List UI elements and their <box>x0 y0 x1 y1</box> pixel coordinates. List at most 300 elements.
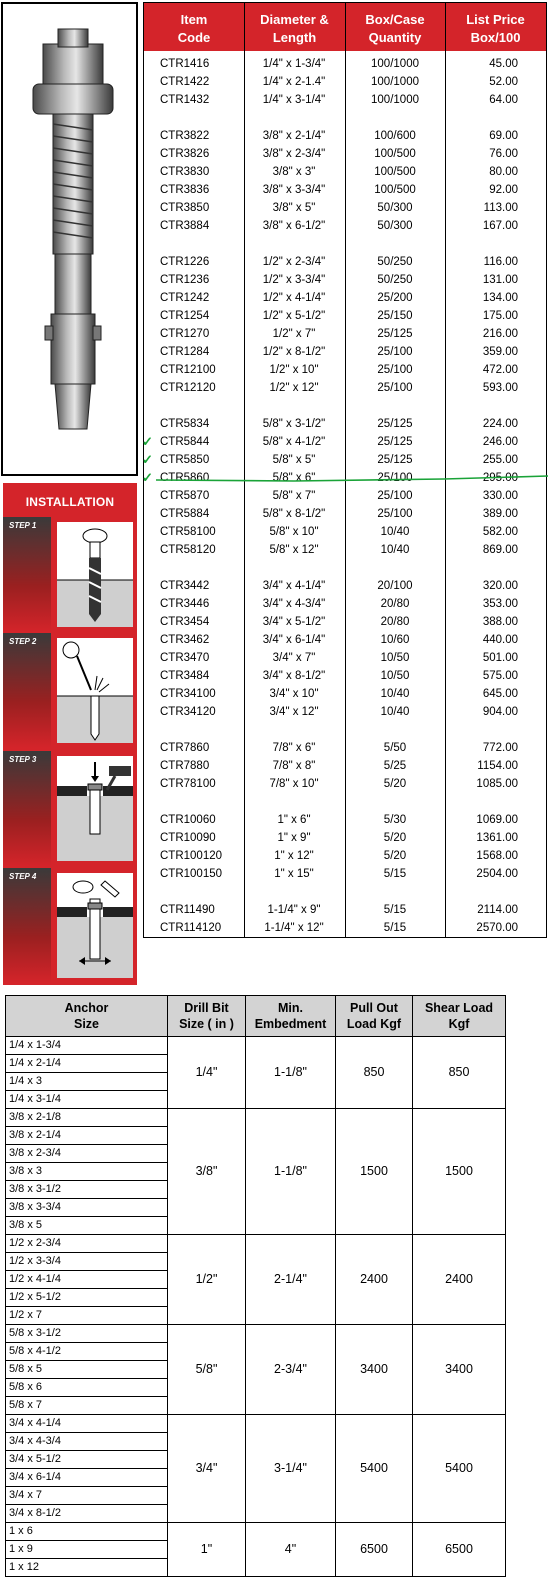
box-case-quantity: 50/300 <box>377 220 413 232</box>
price-row <box>144 127 546 145</box>
item-code: CTR5870 <box>160 490 210 502</box>
list-price: 388.00 <box>482 616 518 628</box>
list-price: 1085.00 <box>476 778 518 790</box>
check-mark-icon: ✓ <box>142 470 153 485</box>
diameter-length: 5/8" x 6" <box>272 472 316 484</box>
header-drill-bit: Drill Bit Size ( in ) <box>168 996 246 1037</box>
anchor-size: 3/8 x 3 <box>6 1163 168 1181</box>
pull-out-load: 850 <box>336 1037 413 1109</box>
price-row <box>144 757 546 775</box>
box-case-quantity: 25/100 <box>377 508 413 520</box>
price-row <box>144 523 546 541</box>
list-price: 904.00 <box>482 706 518 718</box>
header-pull-out: Pull Out Load Kgf <box>336 996 413 1037</box>
item-code: CTR1422 <box>160 76 210 88</box>
diameter-length: 1" x 12" <box>274 850 314 862</box>
anchor-size: 5/8 x 5 <box>6 1361 168 1379</box>
list-price: 501.00 <box>482 652 518 664</box>
item-code: CTR1284 <box>160 346 210 358</box>
diameter-length: 3/8" x 6-1/2" <box>262 220 326 232</box>
item-code: CTR5884 <box>160 508 210 520</box>
box-case-quantity: 5/50 <box>383 742 407 754</box>
drill-bit-size: 1" <box>168 1523 246 1577</box>
box-case-quantity: 100/1000 <box>371 76 419 88</box>
pull-out-load: 3400 <box>336 1325 413 1415</box>
item-code: CTR58100 <box>160 526 216 538</box>
step-label: STEP 4 <box>9 872 37 881</box>
diameter-length: 1/2" x 2-3/4" <box>262 256 326 268</box>
pull-out-load: 2400 <box>336 1235 413 1325</box>
spec-row <box>6 1523 506 1541</box>
diameter-length: 1" x 9" <box>277 832 311 844</box>
diameter-length: 3/4" x 8-1/2" <box>262 670 326 682</box>
list-price: 1069.00 <box>476 814 518 826</box>
price-row <box>144 685 546 703</box>
drill-bit-size: 3/8" <box>168 1109 246 1235</box>
price-row <box>144 541 546 559</box>
price-row <box>144 325 546 343</box>
box-case-quantity: 25/100 <box>377 382 413 394</box>
item-code: CTR3446 <box>160 598 210 610</box>
list-price: 64.00 <box>489 94 518 106</box>
box-case-quantity: 25/100 <box>377 364 413 376</box>
price-row <box>144 829 546 847</box>
list-price: 330.00 <box>482 490 518 502</box>
item-code: CTR10060 <box>160 814 216 826</box>
pull-out-load: 5400 <box>336 1415 413 1523</box>
list-price: 440.00 <box>482 634 518 646</box>
diameter-length: 1/2" x 7" <box>272 328 316 340</box>
item-code: CTR3442 <box>160 580 210 592</box>
diameter-length: 1/2" x 12" <box>269 382 319 394</box>
diameter-length: 1/4" x 3-1/4" <box>262 94 326 106</box>
price-row <box>144 739 546 757</box>
hammer-icon <box>57 756 133 861</box>
box-case-quantity: 10/60 <box>380 634 410 646</box>
anchor-size: 3/8 x 2-3/4 <box>6 1145 168 1163</box>
diameter-length: 5/8" x 3-1/2" <box>262 418 326 430</box>
install-step-3 <box>3 751 137 866</box>
check-mark-icon: ✓ <box>142 452 153 467</box>
diameter-length: 1/2" x 5-1/2" <box>262 310 326 322</box>
price-row <box>144 919 546 937</box>
anchor-size: 5/8 x 4-1/2 <box>6 1343 168 1361</box>
box-case-quantity: 100/600 <box>374 130 416 142</box>
list-price: 167.00 <box>482 220 518 232</box>
diameter-length: 3/4" x 7" <box>272 652 316 664</box>
anchor-size: 3/4 x 5-1/2 <box>6 1451 168 1469</box>
shear-load: 5400 <box>413 1415 506 1523</box>
diameter-length: 1/2" x 10" <box>269 364 319 376</box>
anchor-size: 3/8 x 2-1/4 <box>6 1127 168 1145</box>
price-row <box>144 703 546 721</box>
diameter-length: 1/2" x 8-1/2" <box>262 346 326 358</box>
list-price: 2114.00 <box>477 904 518 916</box>
header-min-embedment: Min. Embedment <box>246 996 336 1037</box>
diameter-length: 3/8" x 2-3/4" <box>262 148 326 160</box>
box-case-quantity: 10/40 <box>380 544 410 556</box>
box-case-quantity: 25/125 <box>377 418 413 430</box>
list-price: 52.00 <box>489 76 518 88</box>
item-code: CTR3850 <box>160 202 210 214</box>
diameter-length: 3/8" x 3-3/4" <box>262 184 326 196</box>
list-price: 131.00 <box>482 274 518 286</box>
list-price: 320.00 <box>482 580 518 592</box>
list-price: 353.00 <box>482 598 518 610</box>
list-price: 772.00 <box>482 742 518 754</box>
item-code: CTR5850 <box>160 454 210 466</box>
item-code: CTR3830 <box>160 166 210 178</box>
install-step-1 <box>3 517 137 632</box>
item-code: CTR5860 <box>160 472 210 484</box>
item-code: CTR1254 <box>160 310 210 322</box>
item-code: CTR3462 <box>160 634 210 646</box>
list-price: 575.00 <box>482 670 518 682</box>
anchor-bolt-photo <box>1 2 138 476</box>
list-price: 1568.00 <box>476 850 518 862</box>
min-embedment: 2-3/4" <box>246 1325 336 1415</box>
item-code: CTR3484 <box>160 670 210 682</box>
price-row <box>144 847 546 865</box>
price-row <box>144 307 546 325</box>
box-case-quantity: 100/1000 <box>371 94 419 106</box>
price-row <box>144 163 546 181</box>
anchor-size: 3/8 x 5 <box>6 1217 168 1235</box>
price-row <box>144 271 546 289</box>
diameter-length: 3/4" x 6-1/4" <box>262 634 326 646</box>
price-row <box>144 577 546 595</box>
list-price: 92.00 <box>489 184 518 196</box>
box-case-quantity: 5/15 <box>383 868 407 880</box>
list-price: 246.00 <box>482 436 518 448</box>
item-code: CTR1270 <box>160 328 210 340</box>
box-case-quantity: 25/125 <box>377 328 413 340</box>
item-code: CTR7880 <box>160 760 210 772</box>
price-row <box>144 811 546 829</box>
diameter-length: 3/4" x 12" <box>269 706 319 718</box>
list-price: 472.00 <box>482 364 518 376</box>
diameter-length: 3/8" x 2-1/4" <box>262 130 326 142</box>
drill-bit-size: 5/8" <box>168 1325 246 1415</box>
diameter-length: 1-1/4" x 9" <box>267 904 321 916</box>
anchor-size: 1/4 x 2-1/4 <box>6 1055 168 1073</box>
price-row <box>144 181 546 199</box>
list-price: 216.00 <box>482 328 518 340</box>
list-price: 2570.00 <box>476 922 518 934</box>
item-code: CTR3470 <box>160 652 210 664</box>
drill-bit-size: 3/4" <box>168 1415 246 1523</box>
price-row <box>144 73 546 91</box>
box-case-quantity: 25/150 <box>377 310 413 322</box>
price-table <box>143 2 547 938</box>
box-case-quantity: 100/500 <box>374 148 416 160</box>
header-list-price: List Price Box/100 <box>466 12 525 45</box>
price-row <box>144 595 546 613</box>
price-row <box>144 379 546 397</box>
diameter-length: 3/8" x 3" <box>272 166 316 178</box>
box-case-quantity: 20/80 <box>380 616 410 628</box>
price-row <box>144 253 546 271</box>
header-box-case-quantity: Box/Case Quantity <box>365 12 425 45</box>
installation-title: INSTALLATION <box>25 495 115 509</box>
diameter-length: 1" x 6" <box>277 814 311 826</box>
price-row <box>144 487 546 505</box>
list-price: 116.00 <box>483 256 518 268</box>
box-case-quantity: 20/80 <box>380 598 410 610</box>
anchor-size: 1/4 x 3 <box>6 1073 168 1091</box>
list-price: 295.00 <box>482 472 518 484</box>
price-row <box>144 631 546 649</box>
anchor-size: 3/4 x 8-1/2 <box>6 1505 168 1523</box>
anchor-size: 1/4 x 3-1/4 <box>6 1091 168 1109</box>
box-case-quantity: 5/15 <box>383 904 407 916</box>
header-shear-load: Shear Load Kgf <box>413 996 506 1037</box>
installation-panel <box>3 483 137 985</box>
step-label: STEP 1 <box>9 521 37 530</box>
diameter-length: 5/8" x 7" <box>272 490 316 502</box>
box-case-quantity: 10/50 <box>380 652 410 664</box>
item-code: CTR5834 <box>160 418 210 430</box>
item-code: CTR3454 <box>160 616 210 628</box>
drill-bit-size: 1/2" <box>168 1235 246 1325</box>
price-row <box>144 469 546 487</box>
list-price: 359.00 <box>482 346 518 358</box>
price-row <box>144 433 546 451</box>
price-row <box>144 505 546 523</box>
anchor-size: 5/8 x 6 <box>6 1379 168 1397</box>
list-price: 593.00 <box>482 382 518 394</box>
spec-table <box>5 995 506 1577</box>
min-embedment: 1-1/8" <box>246 1109 336 1235</box>
item-code: CTR10090 <box>160 832 216 844</box>
box-case-quantity: 10/40 <box>380 706 410 718</box>
box-case-quantity: 5/20 <box>383 778 407 790</box>
box-case-quantity: 5/30 <box>383 814 407 826</box>
box-case-quantity: 100/500 <box>374 184 416 196</box>
drill-bit-size: 1/4" <box>168 1037 246 1109</box>
box-case-quantity: 100/1000 <box>371 58 419 70</box>
spec-row <box>6 1037 506 1055</box>
box-case-quantity: 20/100 <box>377 580 413 592</box>
list-price: 582.00 <box>482 526 518 538</box>
anchor-size: 1 x 6 <box>6 1523 168 1541</box>
shear-load: 850 <box>413 1037 506 1109</box>
anchor-size: 3/8 x 2-1/8 <box>6 1109 168 1127</box>
anchor-size: 1 x 12 <box>6 1559 168 1577</box>
wrench-icon <box>57 873 133 978</box>
anchor-size: 3/4 x 4-1/4 <box>6 1415 168 1433</box>
box-case-quantity: 5/20 <box>383 850 407 862</box>
anchor-size: 3/8 x 3-1/2 <box>6 1181 168 1199</box>
price-row <box>144 865 546 883</box>
list-price: 1361.00 <box>476 832 518 844</box>
item-code: CTR3826 <box>160 148 210 160</box>
anchor-size: 1/2 x 3-3/4 <box>6 1253 168 1271</box>
item-code: CTR1416 <box>160 58 210 70</box>
box-case-quantity: 10/40 <box>380 688 410 700</box>
list-price: 134.00 <box>482 292 518 304</box>
item-code: CTR3884 <box>160 220 210 232</box>
price-row <box>144 667 546 685</box>
item-code: CTR12100 <box>160 364 216 376</box>
diameter-length: 3/4" x 4-3/4" <box>262 598 326 610</box>
diameter-length: 5/8" x 12" <box>269 544 319 556</box>
list-price: 69.00 <box>489 130 518 142</box>
diameter-length: 7/8" x 6" <box>272 742 316 754</box>
item-code: CTR34100 <box>160 688 216 700</box>
spec-header-row <box>6 996 506 1037</box>
spec-row <box>6 1109 506 1127</box>
item-code: CTR11490 <box>160 904 215 916</box>
item-code: CTR3836 <box>160 184 210 196</box>
diameter-length: 1/4" x 1-3/4" <box>262 58 326 70</box>
item-code: CTR114120 <box>160 922 222 934</box>
shear-load: 1500 <box>413 1109 506 1235</box>
diameter-length: 5/8" x 8-1/2" <box>262 508 326 520</box>
price-row <box>144 361 546 379</box>
price-row <box>144 217 546 235</box>
price-row <box>144 145 546 163</box>
box-case-quantity: 25/125 <box>377 436 413 448</box>
item-code: CTR1242 <box>160 292 210 304</box>
price-row <box>144 451 546 469</box>
box-case-quantity: 100/500 <box>374 166 416 178</box>
header-item-code: Item Code <box>177 12 211 45</box>
box-case-quantity: 5/15 <box>383 922 407 934</box>
anchor-size: 5/8 x 7 <box>6 1397 168 1415</box>
price-row <box>144 55 546 73</box>
header-anchor-size: Anchor Size <box>6 996 168 1037</box>
anchor-size: 1/2 x 5-1/2 <box>6 1289 168 1307</box>
min-embedment: 4" <box>246 1523 336 1577</box>
list-price: 224.00 <box>482 418 518 430</box>
spec-row <box>6 1325 506 1343</box>
diameter-length: 3/4" x 5-1/2" <box>262 616 326 628</box>
box-case-quantity: 25/100 <box>377 472 413 484</box>
item-code: CTR78100 <box>160 778 216 790</box>
box-case-quantity: 50/300 <box>377 202 413 214</box>
min-embedment: 2-1/4" <box>246 1235 336 1325</box>
list-price: 645.00 <box>482 688 518 700</box>
item-code: CTR1226 <box>160 256 210 268</box>
diameter-length: 5/8" x 4-1/2" <box>262 436 326 448</box>
box-case-quantity: 25/100 <box>377 346 413 358</box>
list-price: 389.00 <box>482 508 518 520</box>
diameter-length: 1" x 15" <box>274 868 314 880</box>
price-row <box>144 901 546 919</box>
list-price: 45.00 <box>489 58 518 70</box>
item-code: CTR100150 <box>160 868 223 880</box>
list-price: 2504.00 <box>476 868 518 880</box>
price-row <box>144 289 546 307</box>
pull-out-load: 1500 <box>336 1109 413 1235</box>
price-row <box>144 649 546 667</box>
diameter-length: 1-1/4" x 12" <box>264 922 324 934</box>
box-case-quantity: 25/100 <box>377 490 413 502</box>
pull-out-load: 6500 <box>336 1523 413 1577</box>
diameter-length: 3/4" x 4-1/4" <box>262 580 326 592</box>
price-row <box>144 199 546 217</box>
spec-row <box>6 1235 506 1253</box>
item-code: CTR1432 <box>160 94 210 106</box>
diameter-length: 1/4" x 2-1.4" <box>262 76 326 88</box>
step-label: STEP 2 <box>9 637 37 646</box>
box-case-quantity: 5/25 <box>383 760 407 772</box>
shear-load: 3400 <box>413 1325 506 1415</box>
diameter-length: 1/2" x 3-3/4" <box>262 274 326 286</box>
item-code: CTR12120 <box>160 382 216 394</box>
header-diameter-length: Diameter & Length <box>260 12 329 45</box>
list-price: 1154.00 <box>477 760 518 772</box>
diameter-length: 5/8" x 5" <box>272 454 316 466</box>
box-case-quantity: 50/250 <box>377 256 413 268</box>
install-step-2 <box>3 633 137 748</box>
box-case-quantity: 25/125 <box>377 454 413 466</box>
anchor-size: 3/4 x 4-3/4 <box>6 1433 168 1451</box>
anchor-size: 5/8 x 3-1/2 <box>6 1325 168 1343</box>
item-code: CTR3822 <box>160 130 210 142</box>
box-case-quantity: 25/200 <box>377 292 413 304</box>
anchor-size: 1/2 x 4-1/4 <box>6 1271 168 1289</box>
anchor-size: 3/8 x 3-3/4 <box>6 1199 168 1217</box>
item-code: CTR7860 <box>160 742 210 754</box>
price-row <box>144 415 546 433</box>
item-code: CTR34120 <box>160 706 216 718</box>
anchor-size: 3/4 x 7 <box>6 1487 168 1505</box>
price-row <box>144 91 546 109</box>
item-code: CTR58120 <box>160 544 216 556</box>
list-price: 255.00 <box>482 454 518 466</box>
list-price: 113.00 <box>483 202 518 214</box>
price-row <box>144 775 546 793</box>
box-case-quantity: 50/250 <box>377 274 413 286</box>
min-embedment: 3-1/4" <box>246 1415 336 1523</box>
diameter-length: 7/8" x 8" <box>272 760 316 772</box>
step-label: STEP 3 <box>9 755 37 764</box>
box-case-quantity: 10/40 <box>380 526 410 538</box>
spec-body <box>6 1037 506 1577</box>
shear-load: 2400 <box>413 1235 506 1325</box>
install-step-4 <box>3 868 137 983</box>
item-code: CTR100120 <box>160 850 223 862</box>
diameter-length: 5/8" x 10" <box>269 526 319 538</box>
blow-out-icon <box>57 638 133 743</box>
anchor-size: 1/4 x 1-3/4 <box>6 1037 168 1055</box>
drill-icon <box>57 522 133 627</box>
min-embedment: 1-1/8" <box>246 1037 336 1109</box>
box-case-quantity: 5/20 <box>383 832 407 844</box>
shear-load: 6500 <box>413 1523 506 1577</box>
list-price: 80.00 <box>489 166 518 178</box>
anchor-size: 1/2 x 7 <box>6 1307 168 1325</box>
anchor-bolt-icon <box>3 4 136 474</box>
diameter-length: 3/8" x 5" <box>272 202 316 214</box>
list-price: 76.00 <box>489 148 518 160</box>
anchor-size: 3/4 x 6-1/4 <box>6 1469 168 1487</box>
price-row <box>144 613 546 631</box>
list-price: 175.00 <box>482 310 518 322</box>
item-code: CTR5844 <box>160 436 210 448</box>
diameter-length: 7/8" x 10" <box>269 778 319 790</box>
item-code: CTR1236 <box>160 274 210 286</box>
diameter-length: 3/4" x 10" <box>269 688 319 700</box>
spec-row <box>6 1415 506 1433</box>
check-mark-icon: ✓ <box>142 434 153 449</box>
anchor-size: 1/2 x 2-3/4 <box>6 1235 168 1253</box>
price-row <box>144 343 546 361</box>
diameter-length: 1/2" x 4-1/4" <box>262 292 326 304</box>
anchor-size: 1 x 9 <box>6 1541 168 1559</box>
